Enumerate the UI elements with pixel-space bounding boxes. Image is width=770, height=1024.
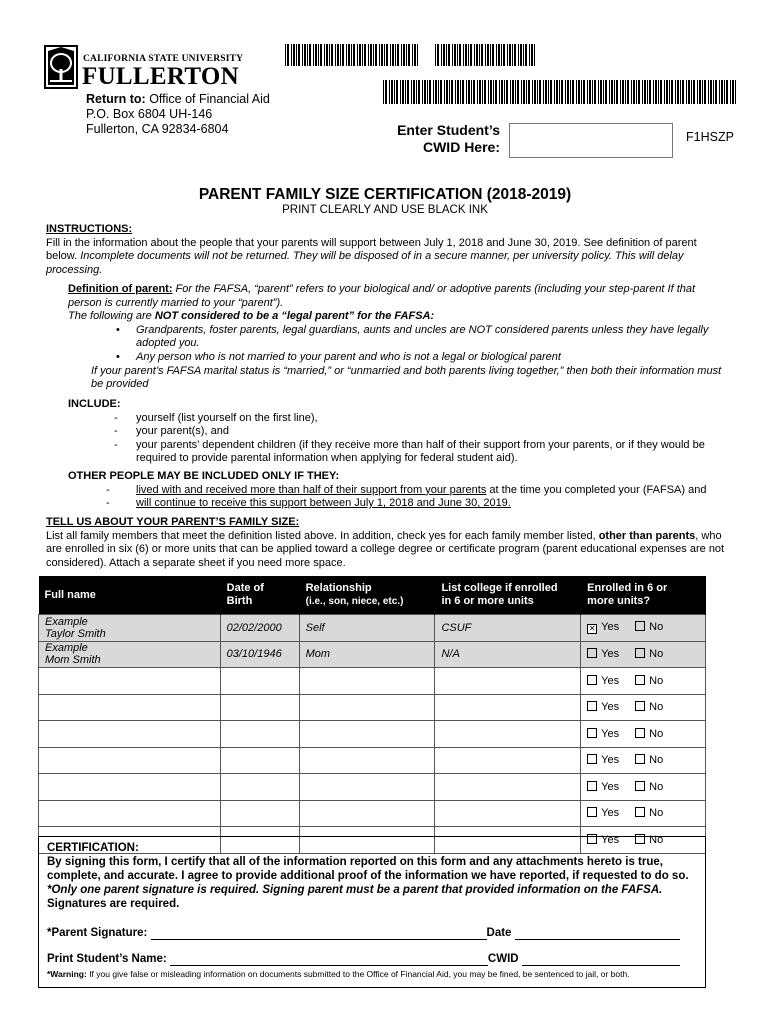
- other-people-heading: OTHER PEOPLE MAY BE INCLUDED ONLY IF THEY:: [68, 470, 340, 482]
- no-label: No: [649, 807, 664, 820]
- cwid-label-line1: Enter Student’s: [397, 122, 500, 138]
- yes-label: Yes: [601, 648, 620, 661]
- no-label: No: [649, 701, 664, 714]
- other-item-1-underlined: lived with and received more than half of their support from your parents: [136, 483, 487, 496]
- family-table: [38, 576, 706, 854]
- student-name-line[interactable]: [170, 951, 488, 966]
- student-name-label: Print Student’s Name:: [47, 953, 167, 965]
- table-row: [39, 747, 706, 774]
- dob-input[interactable]: [220, 774, 299, 801]
- instructions-heading: INSTRUCTIONS:: [46, 223, 133, 235]
- example-1-college: CSUF: [435, 615, 581, 642]
- csuf-logo: [44, 45, 244, 97]
- barcode-long: [383, 80, 736, 104]
- instructions: [46, 223, 726, 277]
- university-name: FULLERTON: [82, 63, 239, 90]
- no-checkbox[interactable]: [635, 807, 645, 817]
- cwid-label: [385, 122, 500, 156]
- example-1-enrolled: [581, 615, 706, 642]
- parent-signature-line[interactable]: [151, 925, 487, 940]
- yes-label: Yes: [601, 754, 620, 767]
- enrolled-options: [581, 774, 706, 801]
- return-label: Return to:: [86, 92, 146, 106]
- bullet-text-2: Any person who is not married to your parent and who is not a legal or biological parent: [136, 350, 561, 363]
- university-line: CALIFORNIA STATE UNIVERSITY: [83, 54, 244, 64]
- table-row-example-2: [39, 641, 706, 668]
- include-heading: INCLUDE:: [68, 398, 121, 410]
- tree-seal-icon: [44, 45, 78, 89]
- definition-bullet-1: • Grandparents, foster parents, legal guardians, aunts and uncles are NOT considered parents unless they have legally adopted you.: [116, 323, 709, 350]
- yes-label: Yes: [601, 807, 620, 820]
- college-input[interactable]: [435, 747, 581, 774]
- other-item-2: - will continue to receive this support between July 1, 2018 and June 30, 2019.: [106, 497, 511, 510]
- example-1-relationship: Self: [299, 615, 435, 642]
- student-name-row: [47, 951, 697, 966]
- warning-text: [47, 967, 697, 981]
- date-label: Date: [486, 927, 512, 939]
- table-row: [39, 668, 706, 695]
- no-checkbox[interactable]: [635, 781, 645, 791]
- yes-checkbox[interactable]: [587, 728, 597, 738]
- definition-text: For the FAFSA, “parent” refers to your biological and/ or adoptive parents (including your step-parent If that person is currently married to your “parent”).: [68, 283, 696, 309]
- definition-block: [68, 283, 723, 392]
- marital-note: If your parent’s FAFSA marital status is “married,” or “unmarried and both parents living together,” then both their information must be provided: [91, 364, 722, 391]
- other-item-1: - lived with and received more than half of their support from your parents at the time you completed your (FAFSA) and: [106, 483, 707, 496]
- table-header-row: [39, 576, 706, 615]
- not-parent-prefix: The following are: [68, 310, 155, 323]
- no-label: No: [649, 780, 664, 793]
- example-2-name-cell: [39, 641, 221, 668]
- yes-label: Yes: [601, 780, 620, 793]
- college-input[interactable]: [435, 774, 581, 801]
- full-name-input[interactable]: [39, 721, 221, 748]
- cert-cwid-label: CWID: [487, 953, 519, 965]
- include-item-3: - your parents’ dependent children (if they receive more than half of their support from your parents, or if they would be required to provide parental information when applying for federal student aid).: [114, 438, 705, 465]
- include-text-1: yourself (list yourself on the first line),: [136, 411, 318, 424]
- full-name-input[interactable]: [39, 800, 221, 827]
- example-1-no-checkbox: [635, 621, 645, 631]
- return-address: [86, 92, 270, 137]
- example-1-yes-checkbox: ✕: [588, 624, 596, 634]
- relationship-input[interactable]: [299, 694, 435, 721]
- include-block: [68, 398, 728, 466]
- no-checkbox[interactable]: [635, 754, 645, 764]
- form-code: F1HSZP: [686, 130, 734, 144]
- no-label: No: [649, 727, 664, 740]
- example-2-relationship: Mom: [299, 641, 435, 668]
- yes-label: Yes: [601, 701, 620, 714]
- bullet-text-1: Grandparents, foster parents, legal guardians, aunts and uncles are NOT considered parents unless they have legally adopted you.: [136, 323, 709, 350]
- full-name-input[interactable]: [39, 668, 221, 695]
- include-text-2: your parent(s), and: [136, 425, 229, 438]
- full-name-input[interactable]: [39, 694, 221, 721]
- table-row: [39, 800, 706, 827]
- enrolled-options: [581, 747, 706, 774]
- cwid-label-line2: CWID Here:: [422, 139, 500, 155]
- header-college-1: List college if enrolled: [441, 582, 558, 594]
- example-2-dob: 03/10/1946: [220, 641, 299, 668]
- header-enrolled-2: more units?: [587, 595, 651, 607]
- not-parent-bold: NOT considered to be a “legal parent” for the FAFSA:: [154, 310, 435, 323]
- enrolled-options: [581, 668, 706, 695]
- full-name-input[interactable]: [39, 747, 221, 774]
- certification-note: *Only one parent signature is required. Signing parent must be a parent that provided information on the FAFSA.: [47, 884, 663, 896]
- relationship-input[interactable]: [299, 668, 435, 695]
- example-1-name-cell: [39, 615, 221, 642]
- example-2-label: Example: [45, 642, 88, 655]
- table-row: [39, 774, 706, 801]
- example-2-yes-checkbox: [587, 648, 597, 658]
- college-input[interactable]: [435, 800, 581, 827]
- no-label: No: [649, 674, 664, 687]
- no-label: No: [649, 648, 664, 661]
- example-2-no-checkbox: [635, 648, 645, 658]
- relationship-input[interactable]: [299, 721, 435, 748]
- warning-label: *Warning:: [47, 969, 87, 979]
- example-1-name: Taylor Smith: [45, 627, 106, 640]
- dob-input[interactable]: [220, 747, 299, 774]
- header-college-2: in 6 or more units: [441, 595, 534, 607]
- form-title: PARENT FAMILY SIZE CERTIFICATION (2018-2019): [198, 186, 572, 203]
- header-relationship: [299, 576, 435, 615]
- header-dob-2: Birth: [226, 595, 253, 607]
- no-label: No: [649, 754, 664, 767]
- form-subtitle: PRINT CLEARLY AND USE BLACK INK: [282, 204, 488, 216]
- return-city: Fullerton, CA 92834-6804: [86, 122, 229, 136]
- yes-checkbox[interactable]: [587, 754, 597, 764]
- header-rel-2: (i.e., son, niece, etc.): [305, 596, 404, 607]
- table-row: [39, 721, 706, 748]
- example-1-dob: 02/02/2000: [220, 615, 299, 642]
- certification-statement: By signing this form, I certify that all of the information reported on this form and any attachments hereto is true, complete, and accurate. I agree to provide additional proof of the information we have reported, if requested to do so.: [47, 856, 689, 882]
- header-dob: [220, 576, 299, 615]
- header-enrolled: [581, 576, 706, 615]
- yes-checkbox[interactable]: [587, 781, 597, 791]
- include-item-1: - yourself (list yourself on the first line),: [114, 411, 318, 424]
- family-size-text-bold: other than parents: [598, 529, 696, 542]
- relationship-input[interactable]: [299, 774, 435, 801]
- college-input[interactable]: [435, 721, 581, 748]
- header-enrolled-1: Enrolled in 6 or: [587, 582, 668, 594]
- no-checkbox[interactable]: [635, 701, 645, 711]
- example-2-name: Mom Smith: [45, 654, 101, 667]
- yes-label: Yes: [601, 674, 620, 687]
- include-text-3: your parents’ dependent children (if they receive more than half of their support from your parents, or if they would be required to provide parental information when applying for federal student aid).: [136, 438, 705, 465]
- no-label: No: [649, 833, 664, 846]
- date-line[interactable]: [515, 925, 680, 940]
- definition-label: Definition of parent:: [68, 283, 173, 295]
- certification-box: [38, 833, 706, 988]
- dob-input[interactable]: [220, 694, 299, 721]
- family-size-text-a: List all family members that meet the definition listed above. In addition, check yes for each family member listed,: [46, 529, 599, 542]
- other-item-2-text: will continue to receive this support between July 1, 2018 and June 30, 2019.: [136, 497, 511, 510]
- certification-note-plain: Signatures are required.: [47, 898, 180, 910]
- yes-checkbox[interactable]: [587, 701, 597, 711]
- instructions-body: Fill in the information about the people that your parents will support between July 1, 2018 and June 30, 2019. See definition of parent below.: [46, 236, 697, 263]
- yes-label: Yes: [601, 727, 620, 740]
- other-people-block: [68, 470, 733, 511]
- header-dob-1: Date of: [226, 582, 264, 594]
- instructions-warning: Incomplete documents will not be returned. They will be disposed of in a secure manner, per university policy. This will delay processing.: [46, 250, 684, 276]
- yes-label: Yes: [601, 621, 620, 634]
- return-box: P.O. Box 6804 UH-146: [86, 107, 213, 121]
- warning-body: If you give false or misleading information on documents submitted to the Office of Financial Aid, you may be fined, be sentenced to jail, or both.: [86, 969, 630, 979]
- header-rel-1: Relationship: [305, 582, 372, 594]
- certification-heading: CERTIFICATION:: [47, 842, 139, 854]
- other-item-1-rest: at the time you completed your (FAFSA) and: [486, 483, 707, 496]
- relationship-input[interactable]: [299, 800, 435, 827]
- example-2-college: N/A: [435, 641, 581, 668]
- include-item-2: - your parent(s), and: [114, 425, 229, 438]
- relationship-input[interactable]: [299, 747, 435, 774]
- cert-cwid-line[interactable]: [522, 951, 680, 966]
- cwid-input[interactable]: [509, 123, 673, 158]
- enrolled-options: [581, 694, 706, 721]
- no-checkbox[interactable]: [635, 675, 645, 685]
- parent-signature-row: [47, 925, 697, 940]
- dob-input[interactable]: [220, 668, 299, 695]
- college-input[interactable]: [435, 668, 581, 695]
- barcode-top-left: [285, 44, 418, 66]
- definition-bullet-2: • Any person who is not married to your parent and who is not a legal or biological parent: [116, 350, 561, 363]
- family-size-heading: TELL US ABOUT YOUR PARENT’S FAMILY SIZE:: [46, 516, 300, 528]
- yes-checkbox[interactable]: [587, 675, 597, 685]
- example-1-label: Example: [45, 615, 88, 628]
- family-size-block: [46, 516, 726, 570]
- yes-label: Yes: [601, 833, 620, 846]
- yes-checkbox[interactable]: [587, 807, 597, 817]
- header-college: [435, 576, 581, 615]
- enrolled-options: [581, 800, 706, 827]
- dob-input[interactable]: [220, 721, 299, 748]
- family-size-text-b: , who are enrolled in six (6) or more units that can be applied toward a college degree or certificate program (parent educational expenses are not considered). Attach a separate sheet if you need more space.: [46, 529, 725, 569]
- header-full-name: Full name: [39, 576, 221, 615]
- return-office: Office of Financial Aid: [149, 92, 270, 106]
- example-2-enrolled: [581, 641, 706, 668]
- table-row: [39, 694, 706, 721]
- parent-signature-label: *Parent Signature:: [47, 927, 148, 939]
- no-checkbox[interactable]: [635, 728, 645, 738]
- full-name-input[interactable]: [39, 774, 221, 801]
- no-label: No: [649, 621, 664, 634]
- table-row-example-1: [39, 615, 706, 642]
- dob-input[interactable]: [220, 800, 299, 827]
- college-input[interactable]: [435, 694, 581, 721]
- barcode-top-right: [435, 44, 535, 66]
- enrolled-options: [581, 721, 706, 748]
